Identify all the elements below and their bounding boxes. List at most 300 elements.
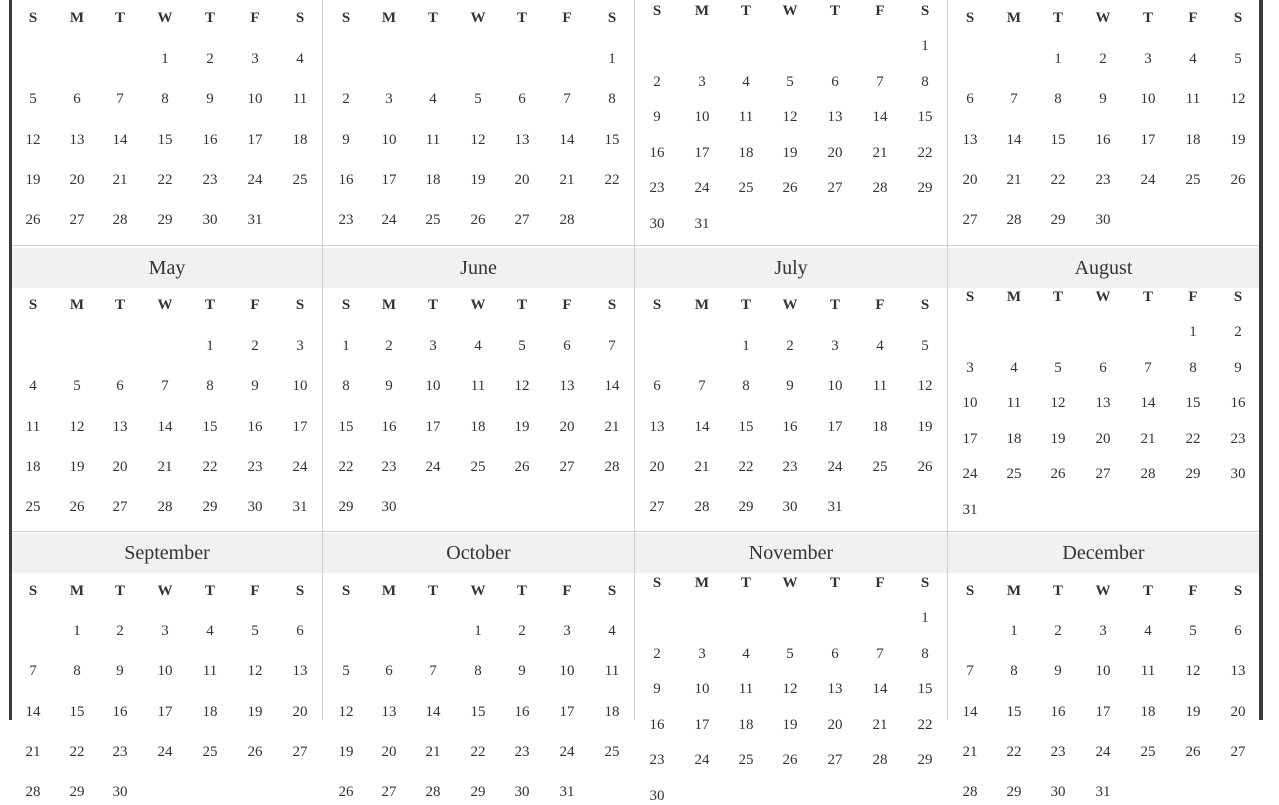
weekday-label: W xyxy=(1095,583,1111,599)
date-cell: 12 xyxy=(338,703,354,720)
date-cell: 21 xyxy=(872,144,888,161)
date-cell: 13 xyxy=(559,378,575,395)
date-cell: 1 xyxy=(161,51,169,67)
date-cell: 10 xyxy=(694,681,710,697)
date-cell: 12 xyxy=(470,131,486,148)
date-cell: 8 xyxy=(742,378,750,395)
date-cell: 30 xyxy=(649,215,665,232)
weekday-label: T xyxy=(1052,289,1063,305)
date-cell: 26 xyxy=(1230,171,1246,188)
date-cell: 13 xyxy=(514,131,530,148)
date-cell: 21 xyxy=(962,743,978,760)
date-cell: 19 xyxy=(247,703,263,720)
weekday-label: W xyxy=(157,297,173,313)
date-cell: 2 xyxy=(116,623,124,639)
date-cell: 18 xyxy=(872,418,888,435)
date-cell: 29 xyxy=(738,499,754,516)
date-cell: 17 xyxy=(694,144,710,161)
weekday-label: S xyxy=(28,297,38,313)
date-cell: 26 xyxy=(69,499,85,516)
date-cell: 20 xyxy=(649,458,665,475)
date-cell: 18 xyxy=(738,716,754,733)
date-cell: 31 xyxy=(559,784,575,801)
date-cell: 8 xyxy=(1189,359,1197,376)
calendar-frame-right xyxy=(1259,0,1263,720)
date-cell: 2 xyxy=(653,73,661,90)
date-cell: 7 xyxy=(1010,91,1018,108)
date-cell: 15 xyxy=(338,418,354,435)
column-divider xyxy=(947,0,948,720)
date-cell: 26 xyxy=(1050,466,1066,482)
date-cell: 21 xyxy=(425,743,441,760)
date-cell: 28 xyxy=(872,180,888,196)
weekday-label: S xyxy=(295,10,305,26)
date-cell: 22 xyxy=(1006,743,1022,760)
weekday-label: T xyxy=(114,583,125,599)
date-cell: 27 xyxy=(649,499,665,516)
date-cell: 22 xyxy=(157,171,173,188)
weekday-label: W xyxy=(470,583,486,599)
date-cell: 15 xyxy=(917,109,933,125)
weekday-label: S xyxy=(1233,583,1243,599)
date-cell: 23 xyxy=(1095,171,1111,188)
date-cell: 11 xyxy=(25,418,41,435)
date-cell: 14 xyxy=(112,131,128,148)
date-cell: 13 xyxy=(381,703,397,720)
date-cell: 12 xyxy=(1230,91,1246,108)
weekday-label: T xyxy=(427,10,438,26)
date-cell: 2 xyxy=(385,338,393,354)
date-cell: 11 xyxy=(202,663,218,680)
weekday-label: T xyxy=(829,3,840,19)
date-cell: 21 xyxy=(25,743,41,760)
date-cell: 27 xyxy=(1230,743,1246,760)
date-cell: 7 xyxy=(429,663,437,680)
date-cell: 28 xyxy=(425,784,441,801)
date-cell: 24 xyxy=(292,458,308,475)
weekday-label: S xyxy=(965,583,975,599)
column-divider xyxy=(634,0,635,720)
date-cell: 12 xyxy=(1185,663,1201,680)
date-cell: 25 xyxy=(738,180,754,196)
date-cell: 21 xyxy=(112,171,128,188)
date-cell: 10 xyxy=(1095,663,1111,680)
date-cell: 11 xyxy=(1185,91,1201,108)
date-cell: 26 xyxy=(917,458,933,475)
weekday-label: T xyxy=(1142,583,1153,599)
date-cell: 24 xyxy=(247,171,263,188)
row-divider xyxy=(12,531,1259,532)
weekday-label: F xyxy=(250,297,260,313)
date-cell: 1 xyxy=(73,623,81,639)
date-cell: 27 xyxy=(112,499,128,516)
date-cell: 23 xyxy=(247,458,263,475)
weekday-label: F xyxy=(875,3,885,19)
date-cell: 29 xyxy=(917,752,933,768)
date-cell: 27 xyxy=(514,212,530,229)
date-cell: 6 xyxy=(1099,359,1107,376)
date-cell: 19 xyxy=(338,743,354,760)
date-cell: 18 xyxy=(25,458,41,475)
date-cell: 1 xyxy=(342,338,350,354)
date-cell: 15 xyxy=(917,681,933,697)
date-cell: 27 xyxy=(827,752,843,768)
date-cell: 11 xyxy=(425,131,441,148)
date-cell: 28 xyxy=(694,499,710,516)
weekday-label: F xyxy=(562,583,572,599)
date-cell: 6 xyxy=(653,378,661,395)
weekday-label: W xyxy=(782,297,798,313)
date-cell: 29 xyxy=(338,499,354,516)
date-cell: 13 xyxy=(292,663,308,680)
weekday-label: T xyxy=(1052,10,1063,26)
weekday-label: M xyxy=(694,575,710,591)
date-cell: 7 xyxy=(966,663,974,680)
date-cell: 29 xyxy=(69,784,85,801)
date-cell: 6 xyxy=(116,378,124,395)
date-cell: 5 xyxy=(474,91,482,108)
date-cell: 12 xyxy=(782,109,798,125)
date-cell: 19 xyxy=(514,418,530,435)
date-cell: 28 xyxy=(112,212,128,229)
date-cell: 15 xyxy=(202,418,218,435)
date-cell: 2 xyxy=(1234,324,1242,340)
date-cell: 23 xyxy=(782,458,798,475)
date-cell: 28 xyxy=(1006,212,1022,229)
date-cell: 23 xyxy=(202,171,218,188)
date-cell: 30 xyxy=(202,212,218,229)
date-cell: 25 xyxy=(1006,466,1022,482)
date-cell: 18 xyxy=(1006,430,1022,447)
column-divider xyxy=(322,0,323,720)
date-cell: 22 xyxy=(1185,430,1201,447)
weekday-label: T xyxy=(516,10,527,26)
date-cell: 18 xyxy=(292,131,308,148)
date-cell: 23 xyxy=(1230,430,1246,447)
date-cell: 7 xyxy=(1144,359,1152,376)
date-cell: 25 xyxy=(1185,171,1201,188)
date-cell: 16 xyxy=(782,418,798,435)
date-cell: 4 xyxy=(608,623,616,639)
date-cell: 19 xyxy=(25,171,41,188)
weekday-label: F xyxy=(875,575,885,591)
date-cell: 17 xyxy=(1140,131,1156,148)
date-cell: 15 xyxy=(157,131,173,148)
date-cell: 26 xyxy=(470,212,486,229)
date-cell: 17 xyxy=(962,430,978,447)
weekday-label: F xyxy=(1188,10,1198,26)
date-cell: 28 xyxy=(962,784,978,801)
date-cell: 21 xyxy=(694,458,710,475)
date-cell: 30 xyxy=(514,784,530,801)
month-title: May xyxy=(12,248,322,288)
date-cell: 6 xyxy=(831,73,839,90)
date-cell: 2 xyxy=(1054,623,1062,639)
date-cell: 12 xyxy=(1050,395,1066,411)
date-cell: 29 xyxy=(157,212,173,229)
date-cell: 19 xyxy=(470,171,486,188)
date-cell: 23 xyxy=(649,752,665,768)
date-cell: 11 xyxy=(738,681,754,697)
date-cell: 28 xyxy=(1140,466,1156,482)
weekday-label: S xyxy=(607,10,617,26)
date-cell: 20 xyxy=(827,144,843,161)
date-cell: 3 xyxy=(429,338,437,354)
date-cell: 20 xyxy=(827,716,843,733)
date-cell: 20 xyxy=(962,171,978,188)
date-cell: 7 xyxy=(608,338,616,354)
date-cell: 3 xyxy=(385,91,393,108)
date-cell: 10 xyxy=(962,395,978,411)
date-cell: 20 xyxy=(514,171,530,188)
weekday-label: S xyxy=(652,3,662,19)
date-cell: 3 xyxy=(1144,51,1152,67)
date-cell: 31 xyxy=(962,501,978,518)
weekday-label: F xyxy=(875,297,885,313)
date-cell: 18 xyxy=(738,144,754,161)
weekday-label: W xyxy=(782,3,798,19)
date-cell: 30 xyxy=(782,499,798,516)
date-cell: 6 xyxy=(73,91,81,108)
date-cell: 5 xyxy=(251,623,259,639)
date-cell: 17 xyxy=(381,171,397,188)
date-cell: 20 xyxy=(292,703,308,720)
date-cell: 4 xyxy=(1144,623,1152,639)
date-cell: 30 xyxy=(112,784,128,801)
date-cell: 16 xyxy=(247,418,263,435)
date-cell: 18 xyxy=(425,171,441,188)
date-cell: 11 xyxy=(738,109,754,125)
date-cell: 19 xyxy=(69,458,85,475)
weekday-label: S xyxy=(965,289,975,305)
weekday-label: M xyxy=(1006,583,1022,599)
month-title: June xyxy=(323,248,634,288)
weekday-label: F xyxy=(250,10,260,26)
date-cell: 4 xyxy=(206,623,214,639)
month-title: December xyxy=(948,533,1259,573)
date-cell: 23 xyxy=(649,180,665,196)
date-cell: 7 xyxy=(29,663,37,680)
date-cell: 21 xyxy=(1140,430,1156,447)
date-cell: 24 xyxy=(962,466,978,482)
weekday-label: M xyxy=(694,297,710,313)
date-cell: 1 xyxy=(608,51,616,67)
date-cell: 20 xyxy=(559,418,575,435)
date-cell: 10 xyxy=(381,131,397,148)
date-cell: 26 xyxy=(247,743,263,760)
month-title: August xyxy=(948,248,1259,288)
weekday-label: S xyxy=(920,575,930,591)
date-cell: 9 xyxy=(1054,663,1062,680)
date-cell: 2 xyxy=(786,338,794,354)
weekday-label: T xyxy=(427,297,438,313)
date-cell: 19 xyxy=(1050,430,1066,447)
month-title: September xyxy=(12,533,322,573)
weekday-label: S xyxy=(607,583,617,599)
date-cell: 30 xyxy=(1050,784,1066,801)
date-cell: 9 xyxy=(653,681,661,697)
date-cell: 21 xyxy=(872,716,888,733)
weekday-label: M xyxy=(694,3,710,19)
date-cell: 3 xyxy=(698,73,706,90)
date-cell: 26 xyxy=(25,212,41,229)
weekday-label: W xyxy=(157,583,173,599)
date-cell: 13 xyxy=(1095,395,1111,411)
date-cell: 18 xyxy=(1185,131,1201,148)
date-cell: 4 xyxy=(742,73,750,90)
date-cell: 24 xyxy=(425,458,441,475)
date-cell: 11 xyxy=(470,378,486,395)
weekday-label: M xyxy=(1006,289,1022,305)
date-cell: 3 xyxy=(698,645,706,662)
date-cell: 4 xyxy=(296,51,304,67)
weekday-label: T xyxy=(516,583,527,599)
date-cell: 4 xyxy=(742,645,750,662)
date-cell: 9 xyxy=(653,109,661,125)
weekday-label: T xyxy=(114,297,125,313)
date-cell: 5 xyxy=(73,378,81,395)
date-cell: 19 xyxy=(782,144,798,161)
weekday-label: S xyxy=(652,575,662,591)
date-cell: 25 xyxy=(202,743,218,760)
date-cell: 8 xyxy=(342,378,350,395)
date-cell: 5 xyxy=(1234,51,1242,67)
date-cell: 10 xyxy=(559,663,575,680)
date-cell: 8 xyxy=(73,663,81,680)
date-cell: 25 xyxy=(738,752,754,768)
date-cell: 21 xyxy=(157,458,173,475)
date-cell: 16 xyxy=(1050,703,1066,720)
date-cell: 31 xyxy=(1095,784,1111,801)
month-title: October xyxy=(323,533,634,573)
date-cell: 25 xyxy=(25,499,41,516)
date-cell: 29 xyxy=(1185,466,1201,482)
date-cell: 11 xyxy=(292,91,308,108)
date-cell: 16 xyxy=(649,716,665,733)
date-cell: 24 xyxy=(1095,743,1111,760)
weekday-label: T xyxy=(204,583,215,599)
date-cell: 2 xyxy=(206,51,214,67)
date-cell: 17 xyxy=(247,131,263,148)
date-cell: 18 xyxy=(470,418,486,435)
date-cell: 8 xyxy=(1054,91,1062,108)
date-cell: 25 xyxy=(1140,743,1156,760)
date-cell: 16 xyxy=(381,418,397,435)
weekday-label: W xyxy=(782,575,798,591)
date-cell: 22 xyxy=(338,458,354,475)
date-cell: 6 xyxy=(518,91,526,108)
weekday-label: T xyxy=(1142,289,1153,305)
date-cell: 1 xyxy=(921,38,929,54)
date-cell: 5 xyxy=(786,73,794,90)
date-cell: 25 xyxy=(470,458,486,475)
date-cell: 22 xyxy=(202,458,218,475)
date-cell: 20 xyxy=(1095,430,1111,447)
date-cell: 5 xyxy=(786,645,794,662)
date-cell: 25 xyxy=(872,458,888,475)
date-cell: 17 xyxy=(1095,703,1111,720)
date-cell: 21 xyxy=(604,418,620,435)
weekday-label: T xyxy=(829,297,840,313)
date-cell: 12 xyxy=(69,418,85,435)
date-cell: 12 xyxy=(514,378,530,395)
date-cell: 23 xyxy=(514,743,530,760)
date-cell: 14 xyxy=(559,131,575,148)
weekday-label: F xyxy=(562,297,572,313)
date-cell: 3 xyxy=(563,623,571,639)
date-cell: 3 xyxy=(251,51,259,67)
date-cell: 8 xyxy=(474,663,482,680)
date-cell: 15 xyxy=(470,703,486,720)
date-cell: 7 xyxy=(563,91,571,108)
date-cell: 16 xyxy=(649,144,665,161)
weekday-label: S xyxy=(341,10,351,26)
date-cell: 22 xyxy=(604,171,620,188)
date-cell: 13 xyxy=(827,681,843,697)
date-cell: 29 xyxy=(1006,784,1022,801)
date-cell: 27 xyxy=(962,212,978,229)
date-cell: 16 xyxy=(1095,131,1111,148)
date-cell: 25 xyxy=(604,743,620,760)
weekday-label: S xyxy=(295,297,305,313)
date-cell: 1 xyxy=(1010,623,1018,639)
date-cell: 5 xyxy=(1189,623,1197,639)
date-cell: 6 xyxy=(966,91,974,108)
weekday-label: M xyxy=(69,297,85,313)
date-cell: 8 xyxy=(921,73,929,90)
date-cell: 2 xyxy=(342,91,350,108)
date-cell: 20 xyxy=(381,743,397,760)
date-cell: 1 xyxy=(921,610,929,626)
date-cell: 23 xyxy=(1050,743,1066,760)
date-cell: 28 xyxy=(604,458,620,475)
date-cell: 17 xyxy=(827,418,843,435)
weekday-label: F xyxy=(562,10,572,26)
date-cell: 9 xyxy=(518,663,526,680)
weekday-label: T xyxy=(204,297,215,313)
date-cell: 2 xyxy=(518,623,526,639)
date-cell: 15 xyxy=(1006,703,1022,720)
date-cell: 15 xyxy=(604,131,620,148)
date-cell: 22 xyxy=(470,743,486,760)
weekday-label: W xyxy=(470,10,486,26)
date-cell: 17 xyxy=(559,703,575,720)
date-cell: 6 xyxy=(1234,623,1242,639)
weekday-label: T xyxy=(740,575,751,591)
date-cell: 20 xyxy=(112,458,128,475)
date-cell: 29 xyxy=(470,784,486,801)
date-cell: 2 xyxy=(653,645,661,662)
date-cell: 30 xyxy=(381,499,397,516)
date-cell: 7 xyxy=(876,645,884,662)
weekday-label: W xyxy=(1095,289,1111,305)
date-cell: 21 xyxy=(1006,171,1022,188)
date-cell: 28 xyxy=(559,212,575,229)
date-cell: 12 xyxy=(25,131,41,148)
date-cell: 14 xyxy=(425,703,441,720)
date-cell: 10 xyxy=(292,378,308,395)
date-cell: 27 xyxy=(827,180,843,196)
date-cell: 5 xyxy=(29,91,37,108)
weekday-label: W xyxy=(1095,10,1111,26)
date-cell: 7 xyxy=(161,378,169,395)
date-cell: 20 xyxy=(1230,703,1246,720)
date-cell: 31 xyxy=(694,215,710,232)
date-cell: 9 xyxy=(251,378,259,395)
date-cell: 14 xyxy=(1006,131,1022,148)
date-cell: 6 xyxy=(563,338,571,354)
date-cell: 5 xyxy=(1054,359,1062,376)
